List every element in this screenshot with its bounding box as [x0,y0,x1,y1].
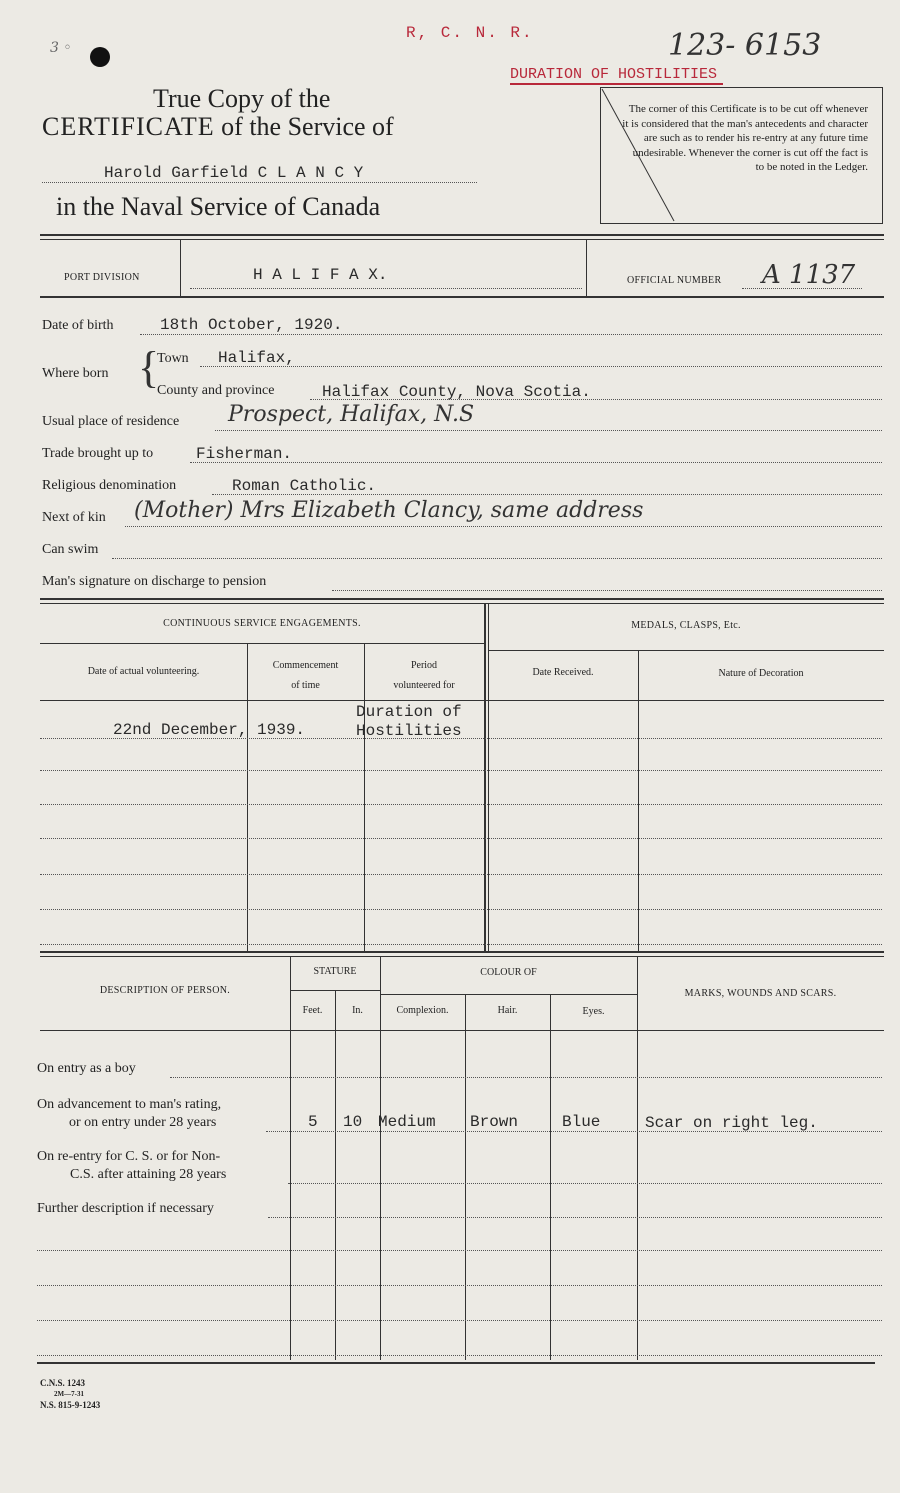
title-line-4: in the Naval Service of Canada [56,192,381,221]
where-born-brace: { [138,343,160,392]
file-number: 123- 6153 [668,28,822,63]
certificate-word: CERTIFICATE [42,112,215,141]
stature-header: STATURE [313,966,357,977]
trade-value: Fisherman. [196,445,293,463]
sailor-name: Harold Garfield C L A N C Y [104,164,364,182]
where-born-label: Where born [42,366,109,381]
rcnr-stamp: R, C. N. R. [406,24,534,42]
colour-header: COLOUR OF [480,967,537,978]
form-number-line-3: N.S. 815-9-1243 [40,1400,101,1410]
eng-col-date: Date of actual volunteering. [87,666,200,677]
hair-header: Hair. [497,1005,518,1016]
kin-value: (Mother) Mrs Elizabeth Clancy, same address [134,498,644,523]
trade-label: Trade brought up to [42,446,154,461]
value-complexion: Medium [378,1113,436,1131]
form-number-line-1: C.N.S. 1243 [40,1378,86,1388]
value-inches: 10 [343,1113,363,1131]
medals-col-date: Date Received. [532,667,594,678]
official-number-value: A 1137 [762,260,856,290]
eng-col-commencement-a: Commencement [272,660,339,671]
row-boy-label: On entry as a boy [37,1061,136,1076]
county-value: Halifax County, Nova Scotia. [322,383,591,401]
eng-row-date: 22nd December, 1939. [113,721,306,739]
port-division-label: PORT DIVISION [64,272,140,283]
eng-col-period [364,656,484,696]
engagements-title: CONTINUOUS SERVICE ENGAGEMENTS. [163,618,361,629]
row-reentry-label-a: On re-entry for C. S. or for Non- [37,1149,221,1164]
description-title: DESCRIPTION OF PERSON. [99,985,231,996]
official-number-label: OFFICIAL NUMBER [627,275,722,286]
swim-label: Can swim [42,542,99,557]
corner-note: The corner of this Certificate is to be cut off whenever it is considered that the man's antecedents and character are such as to render his re-entry at any future time undesirable. Whenever the corner is cut off the fact is to be noted in the Ledger. [622,103,868,173]
row-advancement-label-b: or on entry under 28 years [69,1115,217,1130]
eng-row-period-1: Duration of [356,703,462,721]
value-marks: Scar on right leg. [645,1114,818,1132]
eng-row-period-2: Hostilities [356,722,462,740]
form-number [40,1378,100,1411]
eyes-header: Eyes. [582,1006,605,1017]
feet-header: Feet. [302,1005,323,1016]
value-eyes: Blue [562,1113,601,1131]
residence-value: Prospect, Halifax, N.S [228,402,475,427]
duration-stamp: DURATION OF HOSTILITIES [510,66,723,85]
row-advancement-label-a: On advancement to man's rating, [37,1097,222,1112]
town-label: Town [157,351,189,366]
religion-label: Religious denomination [42,478,177,493]
signature-label: Man's signature on discharge to pension [42,574,267,589]
dob-label: Date of birth [42,318,114,333]
dob-value: 18th October, 1920. [160,316,343,334]
title-line-1: True Copy of the [153,84,331,113]
value-hair: Brown [470,1113,519,1131]
eng-col-period-b: volunteered for [393,680,455,691]
marks-header: MARKS, WOUNDS AND SCARS. [684,988,837,999]
kin-label: Next of kin [42,510,106,525]
residence-label: Usual place of residence [42,414,180,429]
title-line-2-rest: of the Service of [221,112,394,141]
row-reentry-label-b: C.S. after attaining 28 years [70,1167,227,1182]
medals-col-nature: Nature of Decoration [718,668,804,679]
eng-col-commencement-b: of time [291,680,320,691]
medals-title: MEDALS, CLASPS, Etc. [631,620,741,631]
eng-col-commencement [247,656,364,696]
punch-hole-icon [90,47,110,67]
complexion-header: Complexion. [396,1005,449,1016]
town-value: Halifax, [218,349,295,367]
value-feet: 5 [308,1113,318,1131]
port-division-value: H A L I F A X. [253,266,388,284]
eng-col-period-a: Period [410,660,438,671]
in-header: In. [352,1005,363,1016]
form-number-line-2: 2M—7-31 [54,1390,84,1398]
title-line-2 [42,112,394,142]
row-further-label: Further description if necessary [37,1201,214,1216]
religion-value: Roman Catholic. [232,477,377,495]
county-label: County and province [157,383,275,398]
corner-mark: 3 ◦ [50,40,72,56]
